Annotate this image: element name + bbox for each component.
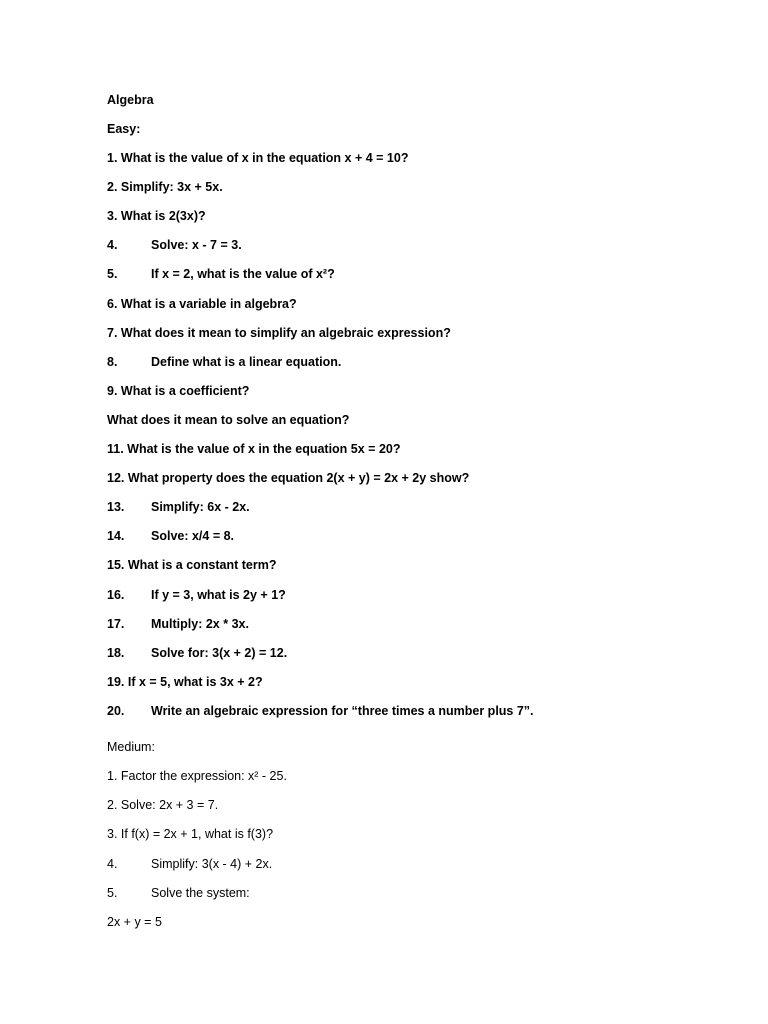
medium-question-item bbox=[107, 856, 272, 872]
question-text: Solve: x - 7 = 3. bbox=[151, 238, 242, 252]
question-number: 8. bbox=[107, 355, 118, 369]
easy-question-item bbox=[107, 470, 469, 486]
easy-question-item bbox=[107, 441, 400, 457]
section-heading-medium bbox=[107, 739, 155, 755]
question-number: 4. bbox=[107, 857, 118, 871]
question-text: Write an algebraic expression for “three times a number plus 7”. bbox=[151, 704, 534, 718]
question-number: 20. bbox=[107, 704, 125, 718]
easy-question-item bbox=[107, 296, 297, 312]
easy-question-item bbox=[107, 587, 286, 603]
question-text: 3. What is 2(3x)? bbox=[107, 209, 206, 223]
easy-question-item bbox=[107, 150, 408, 166]
question-number: 5. bbox=[107, 267, 118, 281]
easy-question-item bbox=[107, 266, 335, 282]
easy-question-item bbox=[107, 528, 234, 544]
easy-question-item bbox=[107, 208, 206, 224]
question-number: 17. bbox=[107, 617, 125, 631]
question-text: 11. What is the value of x in the equation 5x = 20? bbox=[107, 442, 401, 456]
question-text: 3. If f(x) = 2x + 1, what is f(3)? bbox=[107, 827, 274, 841]
heading-text: Medium: bbox=[107, 740, 155, 754]
easy-question-item bbox=[107, 674, 263, 690]
easy-question-item bbox=[107, 703, 534, 719]
question-text: 19. If x = 5, what is 3x + 2? bbox=[107, 675, 263, 689]
question-text: Solve for: 3(x + 2) = 12. bbox=[151, 646, 288, 660]
question-number: 18. bbox=[107, 646, 125, 660]
question-text: 9. What is a coefficient? bbox=[107, 384, 250, 398]
question-text: If x = 2, what is the value of x²? bbox=[151, 267, 335, 281]
question-text: 2. Simplify: 3x + 5x. bbox=[107, 180, 223, 194]
question-text: 7. What does it mean to simplify an algebraic expression? bbox=[107, 326, 451, 340]
easy-question-item bbox=[107, 645, 287, 661]
question-text: 2x + y = 5 bbox=[107, 915, 162, 929]
question-text: Solve: x/4 = 8. bbox=[151, 529, 235, 543]
easy-question-item bbox=[107, 383, 249, 399]
question-text: Simplify: 3(x - 4) + 2x. bbox=[151, 857, 273, 871]
section-heading-easy bbox=[107, 121, 140, 137]
medium-question-item bbox=[107, 768, 287, 784]
easy-question-item bbox=[107, 354, 341, 370]
medium-question-item bbox=[107, 826, 273, 842]
title-text: Algebra bbox=[107, 93, 154, 107]
medium-question-item bbox=[107, 914, 162, 930]
question-text: Multiply: 2x * 3x. bbox=[151, 617, 249, 631]
question-text: 1. What is the value of x in the equation x + 4 = 10? bbox=[107, 151, 409, 165]
question-number: 4. bbox=[107, 238, 118, 252]
question-text: 15. What is a constant term? bbox=[107, 558, 277, 572]
medium-question-item bbox=[107, 885, 250, 901]
question-text: 2. Solve: 2x + 3 = 7. bbox=[107, 798, 219, 812]
easy-question-item bbox=[107, 616, 249, 632]
question-number: 14. bbox=[107, 529, 125, 543]
question-text: 1. Factor the expression: x² - 25. bbox=[107, 769, 287, 783]
easy-question-item bbox=[107, 179, 223, 195]
heading-text: Easy: bbox=[107, 122, 141, 136]
question-text: What does it mean to solve an equation? bbox=[107, 413, 350, 427]
question-number: 13. bbox=[107, 500, 125, 514]
question-number: 5. bbox=[107, 886, 118, 900]
document-title bbox=[107, 92, 154, 108]
question-text: If y = 3, what is 2y + 1? bbox=[151, 588, 286, 602]
easy-question-item bbox=[107, 499, 250, 515]
question-text: Define what is a linear equation. bbox=[151, 355, 342, 369]
question-text: 6. What is a variable in algebra? bbox=[107, 297, 297, 311]
question-number: 16. bbox=[107, 588, 125, 602]
medium-question-item bbox=[107, 797, 218, 813]
easy-question-item bbox=[107, 237, 242, 253]
easy-question-item bbox=[107, 557, 276, 573]
question-text: Solve the system: bbox=[151, 886, 250, 900]
question-text: Simplify: 6x - 2x. bbox=[151, 500, 250, 514]
easy-question-item bbox=[107, 412, 349, 428]
easy-question-item bbox=[107, 325, 451, 341]
question-text: 12. What property does the equation 2(x + y) = 2x + 2y show? bbox=[107, 471, 470, 485]
